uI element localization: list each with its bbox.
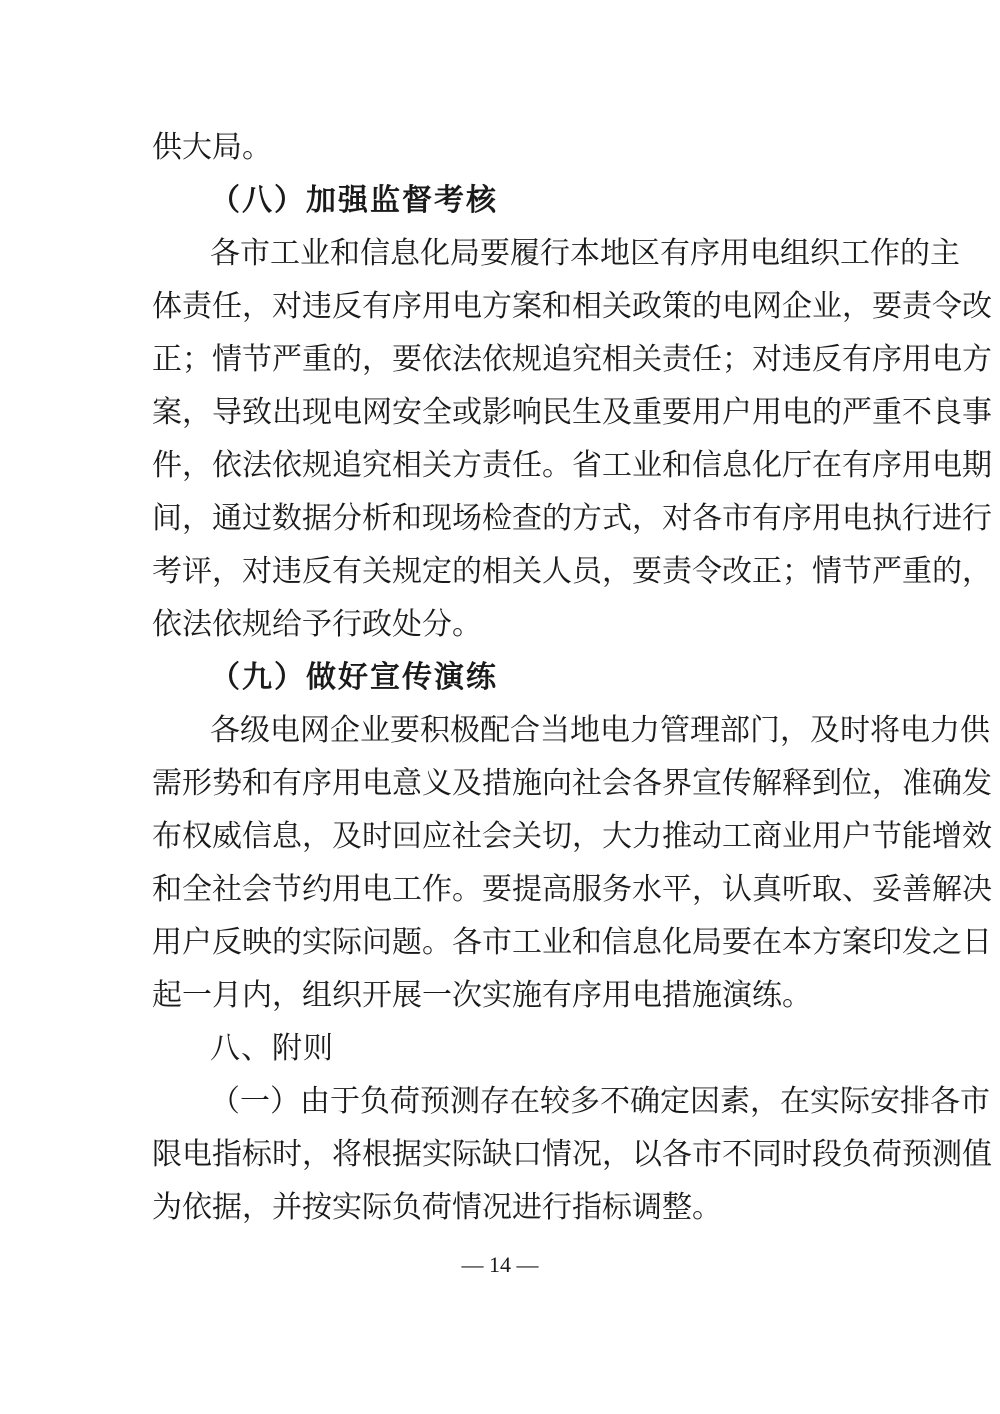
paragraph-line: （一）由于负荷预测存在较多不确定因素，在实际安排各市 [210, 1084, 990, 1119]
paragraph-line: 考评，对违反有关规定的相关人员，要责令改正；情节严重的， [152, 554, 992, 589]
section-heading-8: （八）加强监督考核 [210, 183, 498, 218]
section-heading-9: （九）做好宣传演练 [210, 660, 498, 695]
paragraph-line: 起一月内，组织开展一次实施有序用电措施演练。 [152, 978, 812, 1013]
chapter-heading-appendix: 八、附则 [210, 1031, 334, 1066]
paragraph-line: 体责任，对违反有序用电方案和相关政策的电网企业，要责令改 [152, 289, 992, 324]
paragraph-line: 用户反映的实际问题。各市工业和信息化局要在本方案印发之日 [152, 925, 992, 960]
paragraph-line: 件，依法依规追究相关方责任。省工业和信息化厅在有序用电期 [152, 448, 992, 483]
paragraph-line: 供大局。 [152, 130, 272, 165]
paragraph-line: 需形势和有序用电意义及措施向社会各界宣传解释到位，准确发 [152, 766, 992, 801]
paragraph-line: 和全社会节约用电工作。要提高服务水平，认真听取、妥善解决 [152, 872, 992, 907]
paragraph-line: 正；情节严重的，要依法依规追究相关责任；对违反有序用电方 [152, 342, 992, 377]
paragraph-line: 限电指标时，将根据实际缺口情况，以各市不同时段负荷预测值 [152, 1137, 992, 1172]
paragraph-line: 依法依规给予行政处分。 [152, 607, 482, 642]
paragraph-line: 为依据，并按实际负荷情况进行指标调整。 [152, 1190, 722, 1225]
paragraph-line: 各市工业和信息化局要履行本地区有序用电组织工作的主 [210, 236, 960, 271]
paragraph-line: 间，通过数据分析和现场检查的方式，对各市有序用电执行进行 [152, 501, 992, 536]
paragraph-line: 各级电网企业要积极配合当地电力管理部门，及时将电力供 [210, 713, 990, 748]
page-number: — 14 — [461, 1252, 539, 1277]
paragraph-line: 案，导致出现电网安全或影响民生及重要用户用电的严重不良事 [152, 395, 992, 430]
paragraph-line: 布权威信息，及时回应社会关切，大力推动工商业用户节能增效 [152, 819, 992, 854]
